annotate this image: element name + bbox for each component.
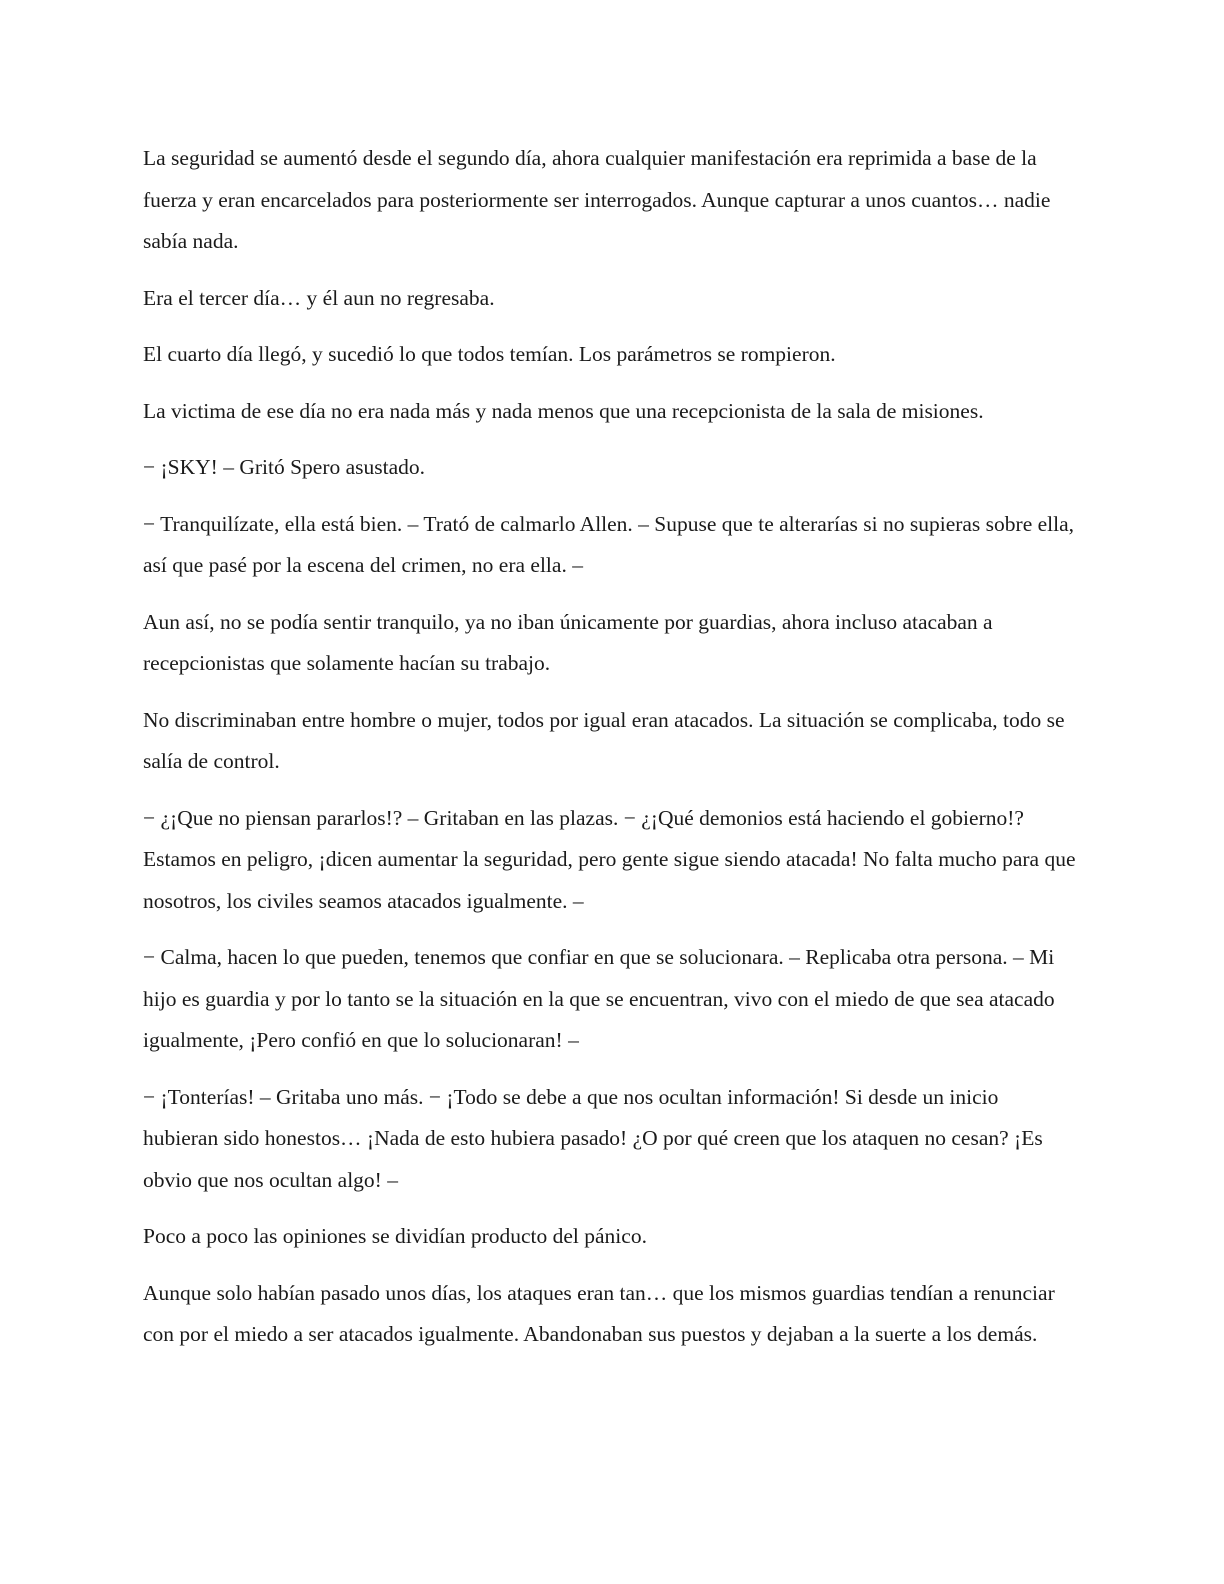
paragraph-7: Aun así, no se podía sentir tranquilo, ya no iban únicamente por guardias, ahora incluso atacaban a recepcionistas que solamente hacían su trabajo. [143,609,993,675]
paragraph-8: No discriminaban entre hombre o mujer, todos por igual eran atacados. La situación se complicaba, todo se salía de control. [143,707,1065,773]
paragraph-5: − ¡SKY! – Gritó Spero asustado. [143,455,426,479]
paragraph-2: Era el tercer día… y él aun no regresaba. [143,285,495,310]
paragraph-6: − Tranquilízate, ella está bien. – Trató de calmarlo Allen. – Supuse que te alterarías si no supieras sobre ella, así que pasé por la escena del crimen, no era ella. – [143,511,1075,577]
paragraph-11: − ¡Tonterías! – Gritaba uno más. − ¡Todo se debe a que nos ocultan información! Si desde un inicio hubieran sido honestos… ¡Nada de esto hubiera pasado! ¿O por qué creen que los ataquen no cesan? ¡Es obvio que nos ocultan algo! – [143,1084,1043,1192]
paragraph-9: − ¿¡Que no piensan pararlos!? – Gritaban en las plazas. − ¿¡Qué demonios está haciendo el gobierno!? Estamos en peligro, ¡dicen aumentar la seguridad, pero gente sigue siendo atacada! No falta mucho para que nosotros, los civiles seamos atacados igualmente. – [143,805,1076,913]
document-page [143,138,1078,1371]
paragraph-1: La seguridad se aumentó desde el segundo día, ahora cualquier manifestación era reprimida a base de la fuerza y eran encarcelados para posteriormente ser interrogados. Aunque capturar a unos cuantos… nadie sabía nada. [143,146,1051,253]
paragraph-13: Aunque solo habían pasado unos días, los ataques eran tan… que los mismos guardias tendían a renunciar con por el miedo a ser atacados igualmente. Abandonaban sus puestos y dejaban a la suerte a los demás. [143,1280,1055,1346]
paragraph-10: − Calma, hacen lo que pueden, tenemos que confiar en que se solucionara. – Replicaba otra persona. – Mi hijo es guardia y por lo tanto se la situación en la que se encuentran, vivo con el miedo de que sea atacado igualmente, ¡Pero confió en que lo solucionaran! – [143,945,1055,1052]
paragraph-4: La victima de ese día no era nada más y nada menos que una recepcionista de la sala de misiones. [143,398,984,423]
paragraph-12: Poco a poco las opiniones se dividían producto del pánico. [143,1224,647,1248]
paragraph-3: El cuarto día llegó, y sucedió lo que todos temían. Los parámetros se rompieron. [143,342,836,366]
